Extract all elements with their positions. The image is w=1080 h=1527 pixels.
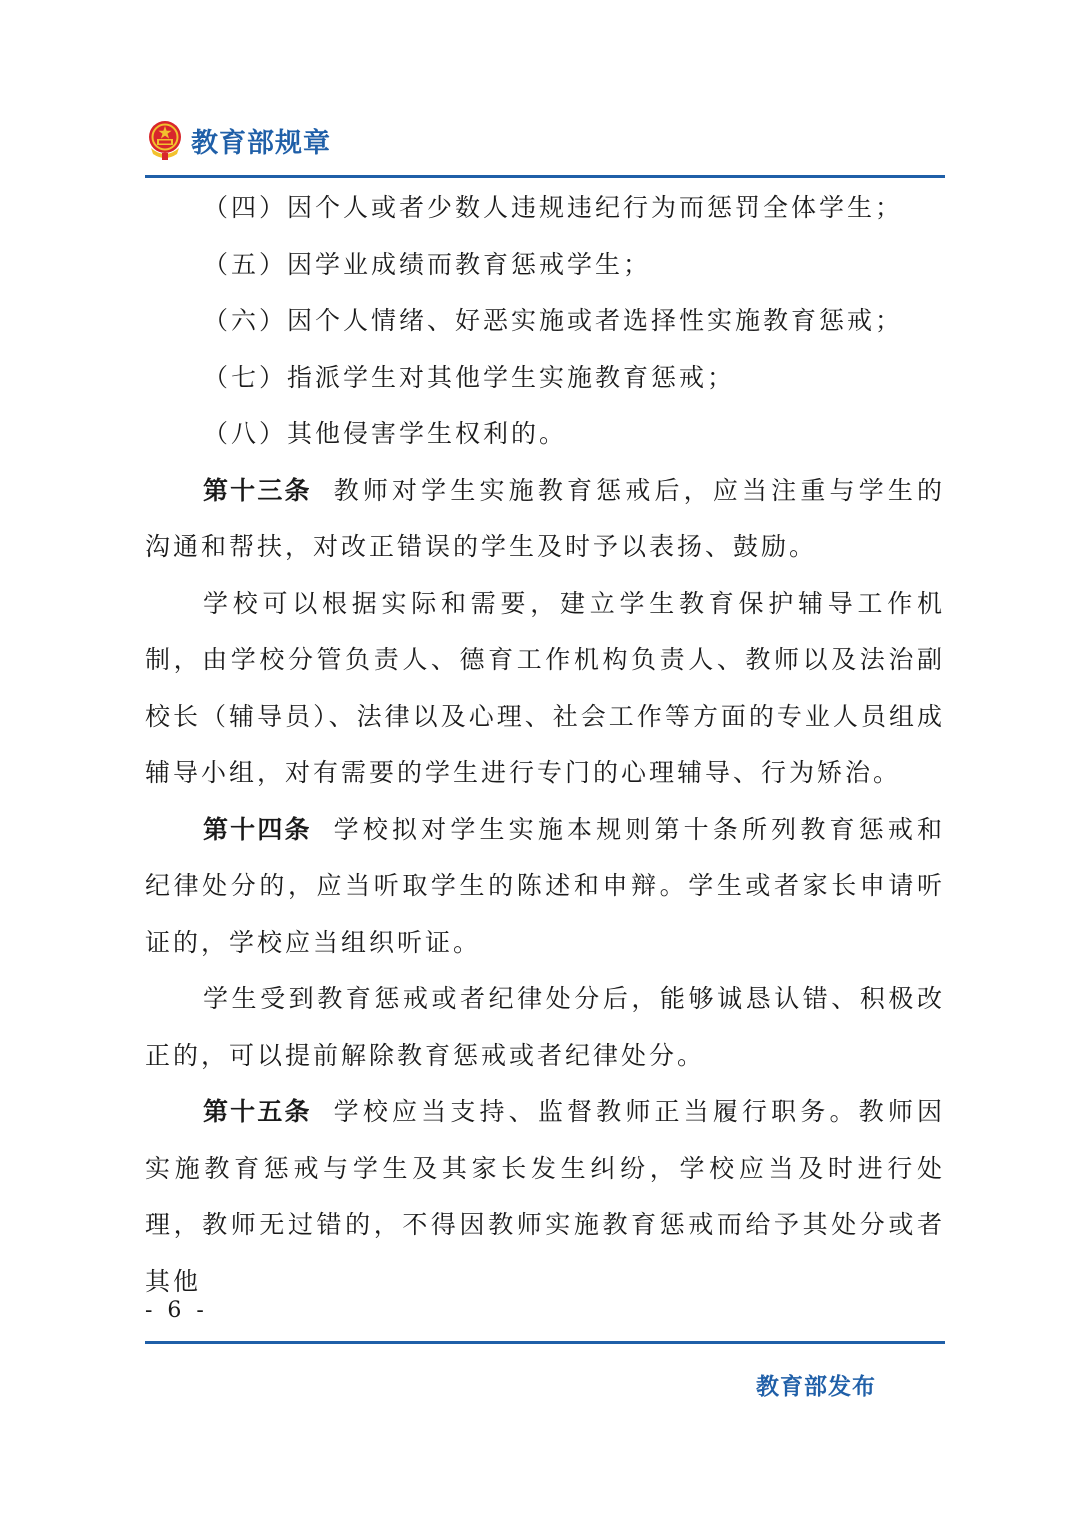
list-item: （六）因个人情绪、好恶实施或者选择性实施教育惩戒； xyxy=(203,306,904,335)
list-item: （七）指派学生对其他学生实施教育惩戒； xyxy=(203,362,736,392)
article-14-heading: 第十四条 xyxy=(203,814,312,844)
article-13-text: 教师对学生实施教育惩戒后，应当注重与学生的沟通和帮扶，对改正错误的学生及时予以表扬、鼓励。 xyxy=(145,475,945,561)
list-item: （八）其他侵害学生权利的。 xyxy=(203,419,568,448)
article-15-text: 学校应当支持、监督教师正当履行职务。教师因实施教育惩戒与学生及其家长发生纠纷，学校应当及时进行处理，教师无过错的，不得因教师实施教育惩戒而给予其处分或者其他 xyxy=(145,1097,945,1296)
footer-publisher: 教育部发布 xyxy=(756,1374,876,1400)
article-15-heading: 第十五条 xyxy=(203,1097,312,1126)
footer-divider xyxy=(145,1341,945,1344)
article-14-text: 学校拟对学生实施本规则第十条所列教育惩戒和纪律处分的，应当听取学生的陈述和申辩。学生或者家长申请听证的，学校应当组织听证。 xyxy=(145,814,945,957)
list-item: （五）因学业成绩而教育惩戒学生； xyxy=(203,249,652,279)
article-14-paragraph-2: 学生受到教育惩戒或者纪律处分后，能够诚恳认错、积极改正的，可以提前解除教育惩戒或者纪律处分。 xyxy=(145,984,945,1070)
header-title: 教育部规章 xyxy=(191,127,331,159)
article-15 xyxy=(145,1084,945,1310)
article-13-paragraph-2: 学校可以根据实际和需要，建立学生教育保护辅导工作机制，由学校分管负责人、德育工作机构负责人、教师以及法治副校长（辅导员）、法律以及心理、社会工作等方面的专业人员组成辅导小组，对有需要的学生进行专门的心理辅导、行为矫治。 xyxy=(145,588,945,787)
document-body xyxy=(145,180,945,1310)
article-13 xyxy=(145,463,945,576)
header-divider xyxy=(145,175,945,178)
article-14 xyxy=(145,802,945,972)
national-emblem-icon xyxy=(145,118,185,162)
list-item: （四）因个人或者少数人违规违纪行为而惩罚全体学生； xyxy=(203,193,904,222)
article-13-heading: 第十三条 xyxy=(203,475,312,505)
document-header xyxy=(145,115,331,165)
page-number: - 6 - xyxy=(145,1298,208,1323)
